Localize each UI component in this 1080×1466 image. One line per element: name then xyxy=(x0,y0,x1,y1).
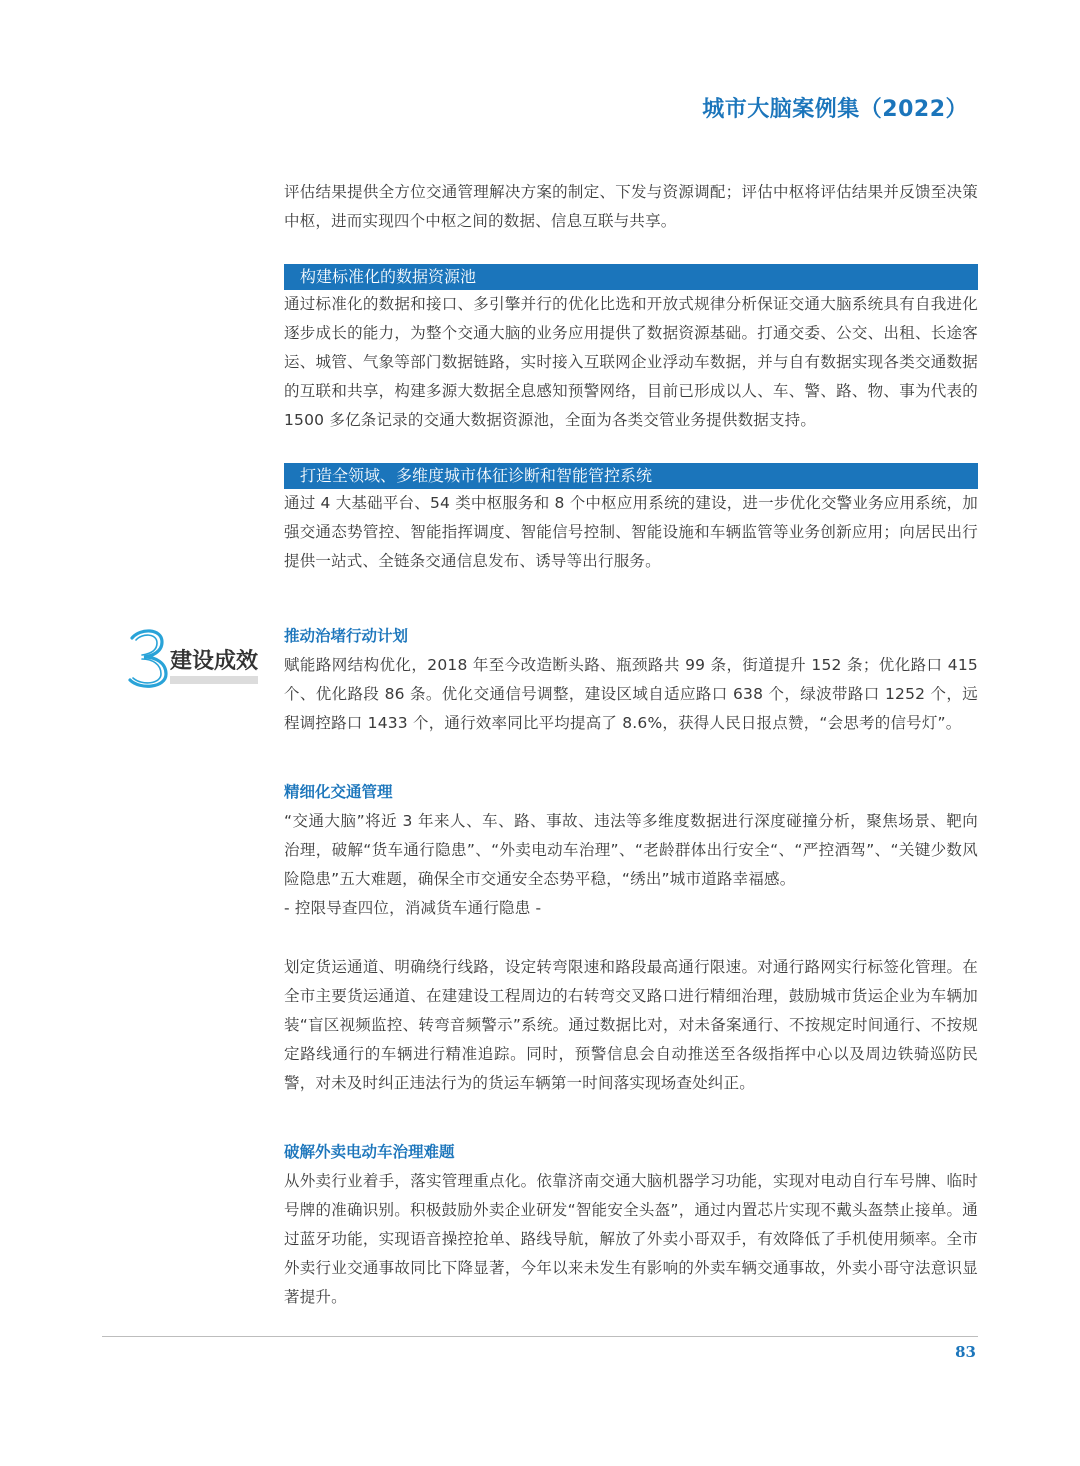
section-3-title: 建设成效 xyxy=(170,649,259,674)
section-heading-data-pool: 构建标准化的数据资源池 xyxy=(284,264,978,290)
page-number: 83 xyxy=(955,1343,976,1361)
truck-control-subline: - 控限导查四位，消减货车通行隐患 - xyxy=(284,899,542,917)
refined-management-paragraph: “交通大脑”将近 3 年来人、车、路、事故、违法等多维度数据进行深度碰撞分析，聚焦场景、靶向治理，破解“货车通行隐患”、“外卖电动车治理”、“老龄群体出行安全“、“严控酒驾”、“关键少数风险隐患”五大难题，确保全市交通安全态势平稳，“绣出”城市道路幸福感。 xyxy=(284,812,978,888)
subheading-refined-management: 精细化交通管理 xyxy=(284,783,393,801)
section-3-underline xyxy=(170,676,258,684)
subheading-congestion-plan: 推动治堵行动计划 xyxy=(284,627,409,645)
truck-control-paragraph: 划定货运通道、明确绕行线路，设定转弯限速和路段最高通行限速。对通行路网实行标签化管理。在全市主要货运通道、在建建设工程周边的右转弯交叉路口进行精细治理，鼓励城市货运企业为车辆加装“盲区视频监控、转弯音频警示”系统。通过数据比对，对未备案通行、不按规定时间通行、不按规定路线通行的车辆进行精准追踪。同时，预警信息会自动推送至各级指挥中心以及周边铁骑巡防民警，对未及时纠正违法行为的货运车辆第一时间落实现场查处纠正。 xyxy=(284,958,978,1092)
section-3-marker xyxy=(118,626,268,696)
congestion-plan-paragraph: 赋能路网结构优化，2018 年至今改造断头路、瓶颈路共 99 条，街道提升 152 条；优化路口 415 个、优化路段 86 条。优化交通信号调整，建设区域自适应路口 638 个，绿波带路口 1252 个，远程调控路口 1433 个，通行效率同比平均提高了 8.6%，获得人民日报点赞，“会思考的信号灯”。 xyxy=(284,656,978,732)
intro-paragraph: 评估结果提供全方位交通管理解决方案的制定、下发与资源调配；评估中枢将评估结果并反馈至决策中枢，进而实现四个中枢之间的数据、信息互联与共享。 xyxy=(284,183,978,230)
footer-divider xyxy=(102,1336,978,1337)
section-number-three-icon xyxy=(122,626,172,690)
main-content xyxy=(284,178,978,1312)
delivery-ebike-paragraph: 从外卖行业着手，落实管理重点化。依靠济南交通大脑机器学习功能，实现对电动自行车号牌、临时号牌的准确识别。积极鼓励外卖企业研发“智能安全头盔”，通过内置芯片实现不戴头盔禁止接单。通过蓝牙功能，实现语音操控抢单、路线导航，解放了外卖小哥双手，有效降低了手机使用频率。全市外卖行业交通事故同比下降显著，今年以来未发生有影响的外卖车辆交通事故，外卖小哥守法意识显著提升。 xyxy=(284,1172,978,1306)
subheading-delivery-ebike: 破解外卖电动车治理难题 xyxy=(284,1143,455,1161)
data-pool-paragraph: 通过标准化的数据和接口、多引擎并行的优化比选和开放式规律分析保证交通大脑系统具有自我进化逐步成长的能力，为整个交通大脑的业务应用提供了数据资源基础。打通交委、公交、出租、长途客运、城管、气象等部门数据链路，实时接入互联网企业浮动车数据，并与自有数据实现各类交通数据的互联和共享，构建多源大数据全息感知预警网络，目前已形成以人、车、警、路、物、事为代表的 1500 多亿条记录的交通大数据资源池，全面为各类交管业务提供数据支持。 xyxy=(284,295,978,429)
running-header-title: 城市大脑案例集（2022） xyxy=(702,97,968,122)
section-heading-diagnosis-system: 打造全领域、多维度城市体征诊断和智能管控系统 xyxy=(284,463,978,489)
diagnosis-system-paragraph: 通过 4 大基础平台、54 类中枢服务和 8 个中枢应用系统的建设，进一步优化交警业务应用系统，加强交通态势管控、智能指挥调度、智能信号控制、智能设施和车辆监管等业务创新应用；向居民出行提供一站式、全链条交通信息发布、诱导等出行服务。 xyxy=(284,494,978,570)
